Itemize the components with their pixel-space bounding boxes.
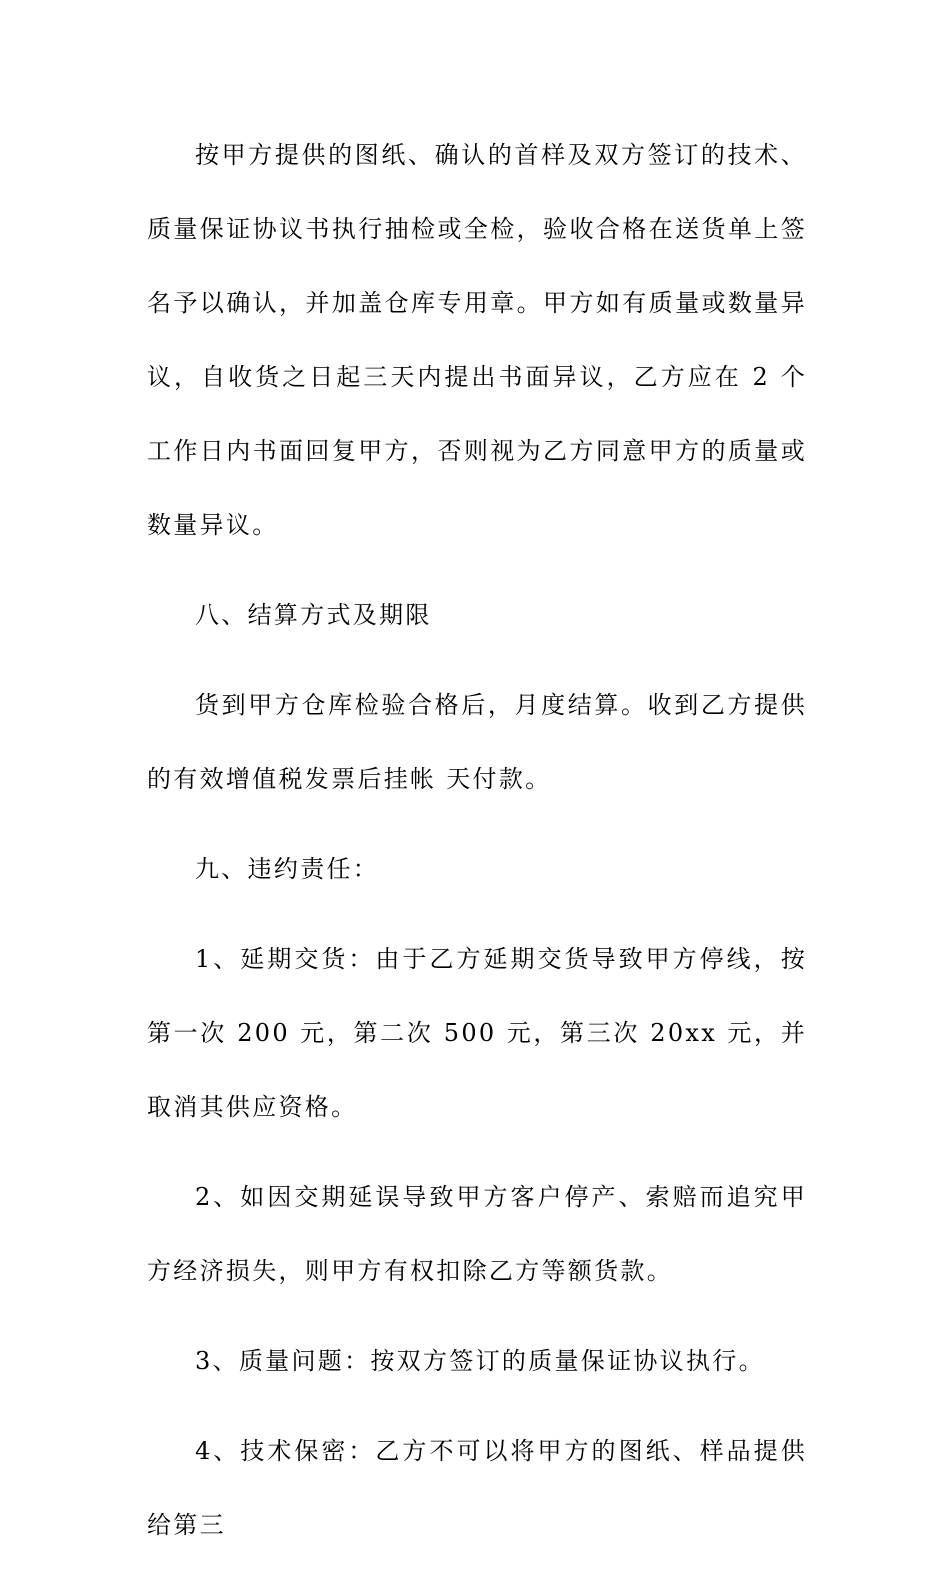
document-body	[147, 118, 807, 1578]
paragraph-quality-inspection: 按甲方提供的图纸、确认的首样及双方签订的技术、质量保证协议书执行抽检或全检，验收合格在送货单上签名予以确认，并加盖仓库专用章。甲方如有质量或数量异议，自收货之日起三天内提出书面异议，乙方应在 2 个工作日内书面回复甲方，否则视为乙方同意甲方的质量或数量异议。	[147, 141, 807, 539]
paragraph-customer-claim: 2、如因交期延误导致甲方客户停产、索赔而追究甲方经济损失，则甲方有权扣除乙方等额货款。	[147, 1183, 807, 1285]
heading-settlement-terms: 八、结算方式及期限	[195, 601, 432, 629]
heading-breach-liability: 九、违约责任：	[195, 855, 380, 883]
paragraph-settlement: 货到甲方仓库检验合格后，月度结算。收到乙方提供的有效增值税发票后挂帐 天付款。	[147, 691, 807, 793]
paragraph-delayed-delivery: 1、延期交货：由于乙方延期交货导致甲方停线，按第一次 200 元，第二次 500 元，第三次 20xx 元，并取消其供应资格。	[147, 945, 807, 1121]
paragraph-quality-issue: 3、质量问题：按双方签订的质量保证协议执行。	[195, 1347, 765, 1375]
paragraph-technical-confidentiality: 4、技术保密：乙方不可以将甲方的图纸、样品提供给第三	[147, 1437, 807, 1539]
